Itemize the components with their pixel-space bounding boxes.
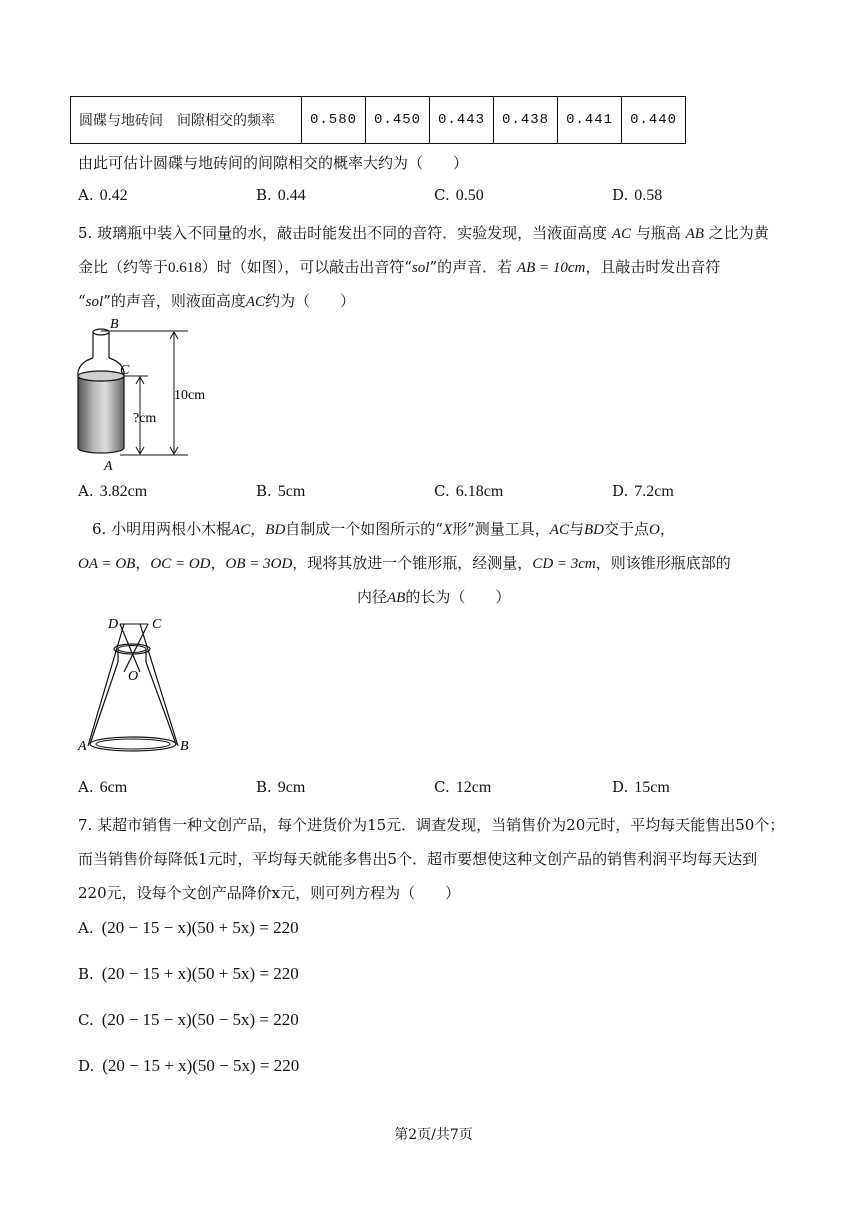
q6-stem-line2: OA = OB，OC = OD，OB = 3OD，现将其放进一个锥形瓶，经测量，CD = 3cm，则该锥形瓶底部的 [78, 554, 731, 572]
page-footer: 第2页/共7页 [394, 1127, 473, 1143]
q6-stem-line1: 6. 小明用两根小木棍AC，BD自制成一个如图所示的“X形”测量工具，AC与BD交于点O， [92, 520, 675, 538]
label-question-cm: ?cm [133, 411, 157, 426]
label-b: B [110, 317, 119, 332]
q7-stem-line3: 220元，设每个文创产品降价x元，则可列方程为（ ） [78, 884, 461, 902]
stick-ac [88, 624, 124, 746]
q6-option-d[interactable]: D. 15cm [612, 778, 670, 796]
q4-stem: 由此可估计圆碟与地砖间的间隙相交的概率大约为（ ） [78, 154, 469, 172]
q5-stem-line3: “sol”的声音，则液面高度AC约为（ ） [78, 292, 356, 310]
q7-stem-line1: 7. 某超市销售一种文创产品，每个进货价为15元．调查发现，当销售价为20元时，平均每天能售出50个； [78, 816, 785, 834]
table-cell: 0.580 [302, 97, 366, 144]
q5-stem-line1: 5. 玻璃瓶中装入不同量的水，敲击时能发出不同的音符．实验发现，当液面高度 AC 与瓶高 AB 之比为黄 [78, 224, 769, 242]
bottle-mouth [93, 329, 109, 335]
table-cell: 0.443 [430, 97, 494, 144]
q5-option-d[interactable]: D. 7.2cm [612, 482, 674, 500]
table-cell: 0.450 [366, 97, 430, 144]
label-b: B [180, 739, 189, 754]
water-body [78, 376, 124, 453]
label-a: A [78, 739, 87, 754]
water-surface [78, 371, 124, 381]
q7-option-b[interactable]: B. (20 − 15 + x)(50 + 5x) = 220 [78, 964, 299, 983]
q5-option-a[interactable]: A. 3.82cm [78, 482, 148, 500]
q6-option-c[interactable]: C. 12cm [434, 778, 492, 796]
q6-option-b[interactable]: B. 9cm [256, 778, 306, 796]
table-cell: 0.441 [558, 97, 622, 144]
q7-stem-line2: 而当销售价每降低1元时，平均每天就能多售出5个．超市要想使这种文创产品的销售利润平均每天达到 [78, 850, 758, 868]
table-cell: 0.440 [622, 97, 686, 144]
q4-option-a[interactable]: A. 0.42 [78, 186, 128, 204]
q4-option-d[interactable]: D. 0.58 [612, 186, 663, 204]
table-row-label: 圆碟与地砖间 间隙相交的频率 [71, 97, 302, 144]
flask-figure [76, 612, 206, 762]
label-a: A [104, 459, 113, 474]
q7-option-d[interactable]: D. (20 − 15 + x)(50 − 5x) = 220 [78, 1056, 300, 1075]
q4-option-b[interactable]: B. 0.44 [256, 186, 306, 204]
label-d: D [108, 617, 119, 632]
bottle-figure [70, 314, 230, 474]
label-o: O [128, 669, 139, 684]
q7-option-c[interactable]: C. (20 − 15 − x)(50 − 5x) = 220 [78, 1010, 299, 1029]
q6-option-a[interactable]: A. 6cm [78, 778, 128, 796]
stick-bd [140, 624, 178, 746]
frequency-table [70, 96, 686, 144]
label-c: C [152, 617, 162, 632]
q5-option-c[interactable]: C. 6.18cm [434, 482, 504, 500]
table-row [71, 97, 686, 144]
q7-option-a[interactable]: A. (20 − 15 − x)(50 + 5x) = 220 [78, 918, 299, 937]
q5-stem-line2: 金比（约等于0.618）时（如图），可以敲击出音符“sol”的声音．若 AB = 10cm，且敲击时发出音符 [78, 258, 721, 276]
table-cell: 0.438 [494, 97, 558, 144]
q5-option-b[interactable]: B. 5cm [256, 482, 306, 500]
label-10cm: 10cm [174, 388, 206, 403]
q4-option-c[interactable]: C. 0.50 [434, 186, 484, 204]
label-c: C [120, 363, 130, 378]
q6-stem-line3: 内径AB的长为（ ） [357, 588, 511, 606]
